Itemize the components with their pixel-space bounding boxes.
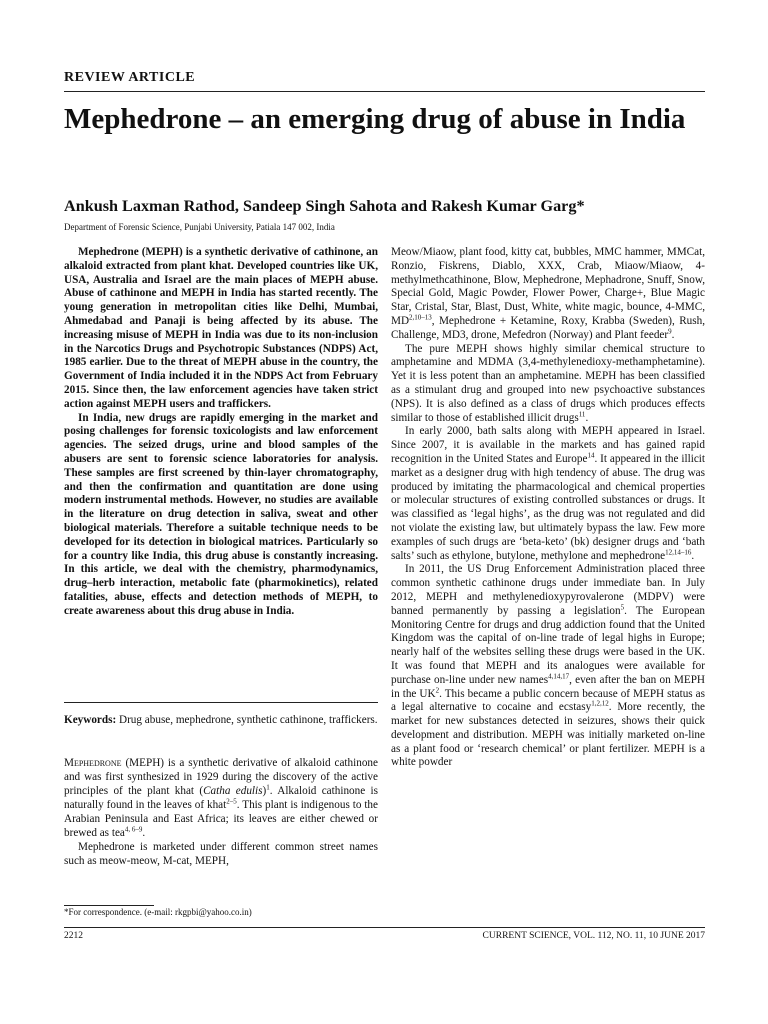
journal-citation: CURRENT SCIENCE, VOL. 112, NO. 11, 10 JUNE 2017 [482,931,705,941]
author-list: Ankush Laxman Rathod, Sandeep Singh Sahota and Rakesh Kumar Garg* [64,197,585,215]
intro-text-run: . This plant is indigenous to the Arabian Peninsula and East Africa; its leaves are either chewed or brewed as tea [64,799,378,839]
article-title: Mephedrone – an emerging drug of abuse in India [64,103,686,135]
intro-text-run: . [142,827,146,839]
keywords [64,713,378,727]
citation-ref: 4, 6–9 [124,825,143,834]
body-text-run: Meow/Miaow, plant food, kitty cat, bubbles, MMC hammer, MMCat, Ronzio, Fiskrens, Diablo, XXX, Crab, Miaow/Miaow, 4-methylmethcathinone, Blow, Mephedrone, Mephadrone, Snuff, Snow, Special Gold, Magic Powder, Flower Power, Charge+, Blue Magic Star, Cristal, Star, Blast, Dust, White, white magic, bounce, 4-MMC, MD [391,246,705,327]
affiliation: Department of Forensic Science, Punjabi University, Patiala 147 002, India [64,222,335,232]
abstract-paragraph-2: In India, new drugs are rapidly emerging in the market and posing challenges for forensic toxicologists and law enforcement agencies. The seized drugs, urine and blood samples of the abusers are sent to forensic science laboratories for analysis. These samples are first screened by thin-layer chromatography, and then the confirmation and quantitation are done using modern instrumental methods. However, no studies are available in the literature on drug detection in saliva, sweat and other biological materials. Therefore a suitable technique needs to be developed for its detection in biological matrices. Particularly so for a country like India, this drug abuse is constantly increasing. In this article, we deal with the chemistry, pharmodynamics, drug–herb interaction, metabolic fate (pharmokinetics), related fatalities, abuse, effects and detection methods of MEPH, to create awareness about this drug abuse in India. [64,411,378,617]
history-paragraph [391,425,705,563]
intro-text-run: ) [262,785,267,797]
citation-ref: 2,10–13 [409,313,432,322]
body-text-run: In early 2000, bath salts along with MEPH appeared in Israel. Since 2007, it is available in the markets and has gained rapid recognition in the United States and Europe [391,425,705,465]
body-text-run: . [671,328,675,341]
header-rule [64,91,705,92]
body-text-run: In 2011, the US Drug Enforcement Administration placed three common synthetic cathinone drugs under immediate ban. In July 2012, MEPH and methylenedioxypyrovalerone (MDPV) were banned permanently by passing a legislation [391,563,705,617]
citation-ref: 14 [587,451,595,460]
footer-rule [64,927,705,928]
citation-ref: 1 [266,783,270,792]
body-text-run: , even after the ban on MEPH in the UK [391,673,706,700]
keywords-label: Keywords: [64,714,117,726]
abstract [64,246,378,619]
street-names-paragraph [391,246,705,343]
species-name: Catha edulis [203,785,263,797]
body-text-run: . More recently, the market for new substances detected in seizures, shows their quick development and distribution. MEPH was initially marketed on-line as a plant food or ‘research chemical’ or plant fertilizer. MEPH is a white powder [391,701,706,769]
intro-paragraph-1 [64,756,378,840]
right-column [391,246,705,770]
citation-ref: 2–5 [226,797,237,806]
body-text-run: . This became a public concern because of MEPH status as a legal alternative to cocaine and ecstasy [391,687,705,714]
intro-paragraph-2: Mephedrone is marketed under different common street names such as meow-meow, M-cat, MEPH, [64,841,378,867]
body-text-run: The pure MEPH shows highly similar chemical structure to amphetamine and MDMA (3,4-methylenedioxy-methamphetamine). Yet it is less potent than an amphetamine. MEPH has been classified as a stimulant drug and grouped into new psychoactive substances (NPS). It is also defined as a class of drugs which produces effects similar to those of established illicit drugs [391,342,705,424]
citation-ref: 1,2,12 [591,699,609,708]
section-label: REVIEW ARTICLE [64,70,196,85]
intro-text [64,756,378,868]
body-text-run: . [691,549,695,562]
citation-ref: 9 [668,327,672,336]
page-number: 2212 [64,931,83,941]
citation-ref: 11 [578,409,586,418]
keywords-text: Drug abuse, mephedrone, synthetic cathinone, traffickers. [119,714,378,726]
citation-ref: 5 [620,602,625,611]
body-text-run: . It appeared in the illicit market as a designer drug with high tendency of abuse. The drug was produced by imitating the pharmacological and chemical properties or molecular structures of existing controlled substances or drugs. It was classified as ‘legal highs’, as the drug was not regulated and did not violate the existing law, but ultimately bypass the law. Few more examples of such drugs are ‘beta-keto’ (bk) designer drugs and ‘bath salts’ such as ethylone, butylone, methylone and mephedrone [391,452,706,562]
intro-text-run: . Alkaloid cathinone is naturally found in the leaves of khat [64,785,378,811]
body-text-run: . The European Monitoring Centre for drugs and drug addiction found that the United Kingdom was the capital of on-line trade of legal highs in Europe; nearly half of the websites selling these drugs were based in the UK. It was found that MEPH and its analogues were available for purchase on-line under new names [391,604,706,686]
correspondence-footnote: *For correspondence. (e-mail: rkgpbi@yahoo.co.in) [64,907,252,917]
intro-text-run: (MEPH) is a synthetic derivative of alkaloid cathinone and was first synthesized in 1929 during the discovery of the active principles of the plant khat ( [64,757,378,797]
footnote-divider [64,905,154,906]
body-text-run: . [585,411,589,424]
citation-ref: 4,14,17 [548,671,570,680]
citation-ref: 2 [435,685,440,694]
body-text-run: , Mephedrone + Ketamine, Roxy, Krabba (Sweden), Rush, Challenge, MD3, drone, Mefedron (Norway) and Plant feeder [391,314,705,341]
citation-ref: 12,14–16 [665,547,692,556]
abstract-paragraph-1: Mephedrone (MEPH) is a synthetic derivative of cathinone, an alkaloid extracted from plant khat. Developed countries like UK, USA, Australia and Israel are the main places of MEPH abuse. Abuse of cathinone and MEPH in India has started recently. The young generation in metropolitan cities like Delhi, Mumbai, Ahmedabad and Panaji is being affected by its abuse. The increasing misuse of MEPH in India was due to its non-inclusion in the Narcotics Drugs and Psychotropic Substances (NDPS) Act, 1985 earlier. Due to the threat of MEPH abuse in the country, the Government of India included it in the NDPS Act from February 2015. Since then, the law enforcement agencies have taken strict action against MEPH users and traffickers. [64,246,378,410]
abstract-divider [64,702,378,703]
regulation-paragraph [391,563,705,770]
lead-word: Mephedrone [64,757,122,769]
chemistry-paragraph [391,343,705,426]
